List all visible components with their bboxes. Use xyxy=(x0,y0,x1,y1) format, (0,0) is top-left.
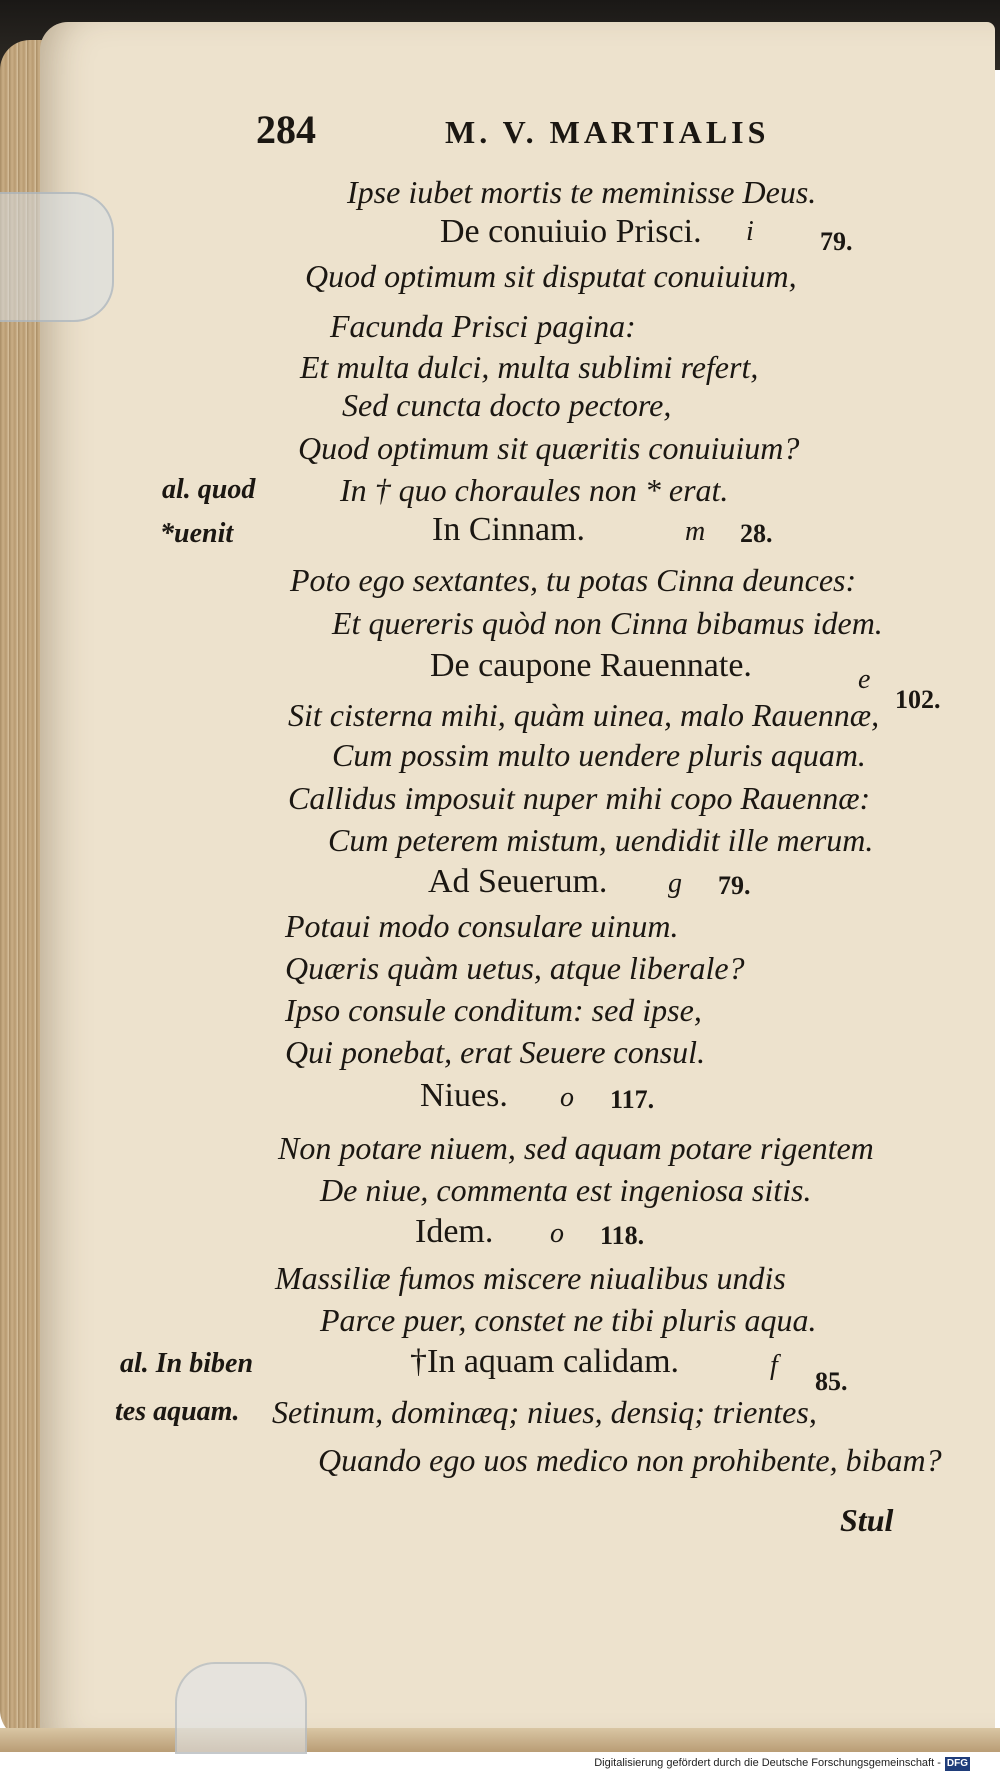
credit-text: Digitalisierung gefördert durch die Deutsche Forschungsgemeinschaft - xyxy=(594,1757,941,1769)
book-bottom-edge xyxy=(0,1728,1000,1752)
text-line: Quod optimum sit disputat conuiuium, xyxy=(305,258,797,294)
text-line: Et multa dulci, multa sublimi refert, xyxy=(300,349,759,385)
text-line: Et quereris quòd non Cinna bibamus idem. xyxy=(332,605,883,641)
text-line: Cum possim multo uendere pluris aquam. xyxy=(332,737,866,773)
reference-number: 117. xyxy=(610,1085,655,1114)
epigram-heading: Idem. xyxy=(415,1213,494,1250)
epigram-heading: Ad Seuerum. xyxy=(428,863,608,900)
epigram-heading: De caupone Rauennate. xyxy=(430,647,752,684)
text-line: Ipso consule conditum: sed ipse, xyxy=(285,992,702,1028)
text-line: Potaui modo consulare uinum. xyxy=(285,908,679,944)
margin-note: tes aquam. xyxy=(115,1396,240,1427)
catchword: Stul xyxy=(840,1502,894,1538)
reference-number: 79. xyxy=(820,227,853,256)
text-line: Poto ego sextantes, tu potas Cinna deunces: xyxy=(290,562,857,598)
text-line: Quando ego uos medico non prohibente, bibam? xyxy=(318,1442,942,1478)
epigram-heading: De conuiuio Prisci. xyxy=(440,213,702,250)
text-line: Sed cuncta docto pectore, xyxy=(342,387,672,423)
text-line: Cum peterem mistum, uendidit ille merum. xyxy=(328,822,874,858)
text-line: Qui ponebat, erat Seuere consul. xyxy=(285,1034,706,1070)
epigram-heading: Niues. xyxy=(420,1077,508,1114)
running-title: M. V. MARTIALIS xyxy=(445,114,770,150)
reference-letter: f xyxy=(770,1350,778,1381)
text-line: Parce puer, constet ne tibi pluris aqua. xyxy=(320,1302,817,1338)
page-clip-bottom xyxy=(175,1662,307,1754)
digitization-credit xyxy=(594,1756,970,1771)
reference-number: 118. xyxy=(600,1221,645,1250)
reference-number: 102. xyxy=(895,685,941,714)
margin-note: al. quod xyxy=(162,474,256,505)
reference-letter: i xyxy=(746,216,754,247)
reference-number: 28. xyxy=(740,519,773,548)
reference-letter: g xyxy=(668,868,682,899)
reference-number: 79. xyxy=(718,871,751,900)
page-clip-top xyxy=(0,192,114,322)
text-line: Massiliæ fumos miscere niualibus undis xyxy=(275,1260,786,1296)
reference-letter: m xyxy=(685,516,706,547)
text-line: Sit cisterna mihi, quàm uinea, malo Rauennæ, xyxy=(288,697,880,733)
text-line: Callidus imposuit nuper mihi copo Rauennæ: xyxy=(288,780,871,816)
text-line: Quod optimum sit quæritis conuiuium? xyxy=(298,430,800,466)
reference-letter: e xyxy=(858,664,871,695)
reference-letter: o xyxy=(550,1218,564,1249)
text-line: Quæris quàm uetus, atque liberale? xyxy=(285,950,745,986)
page-number: 284 xyxy=(256,107,316,152)
text-line: De niue, commenta est ingeniosa sitis. xyxy=(320,1172,812,1208)
epigram-heading: †In aquam calidam. xyxy=(410,1343,680,1380)
epigram-heading: In Cinnam. xyxy=(432,511,585,548)
text-line: Ipse iubet mortis te meminisse Deus. xyxy=(347,174,817,210)
margin-note: al. In biben xyxy=(120,1348,254,1379)
text-line: Setinum, dominæq; niues, densiq; trientes, xyxy=(272,1394,817,1430)
dfg-logo: DFG xyxy=(946,1758,968,1769)
text-line: In † quo choraules non * erat. xyxy=(340,472,729,508)
margin-note: *uenit xyxy=(160,518,234,549)
text-line: Non potare niuem, sed aquam potare rigentem xyxy=(278,1130,874,1166)
reference-number: 85. xyxy=(815,1367,848,1396)
reference-letter: o xyxy=(560,1082,574,1113)
text-line: Facunda Prisci pagina: xyxy=(330,308,636,344)
